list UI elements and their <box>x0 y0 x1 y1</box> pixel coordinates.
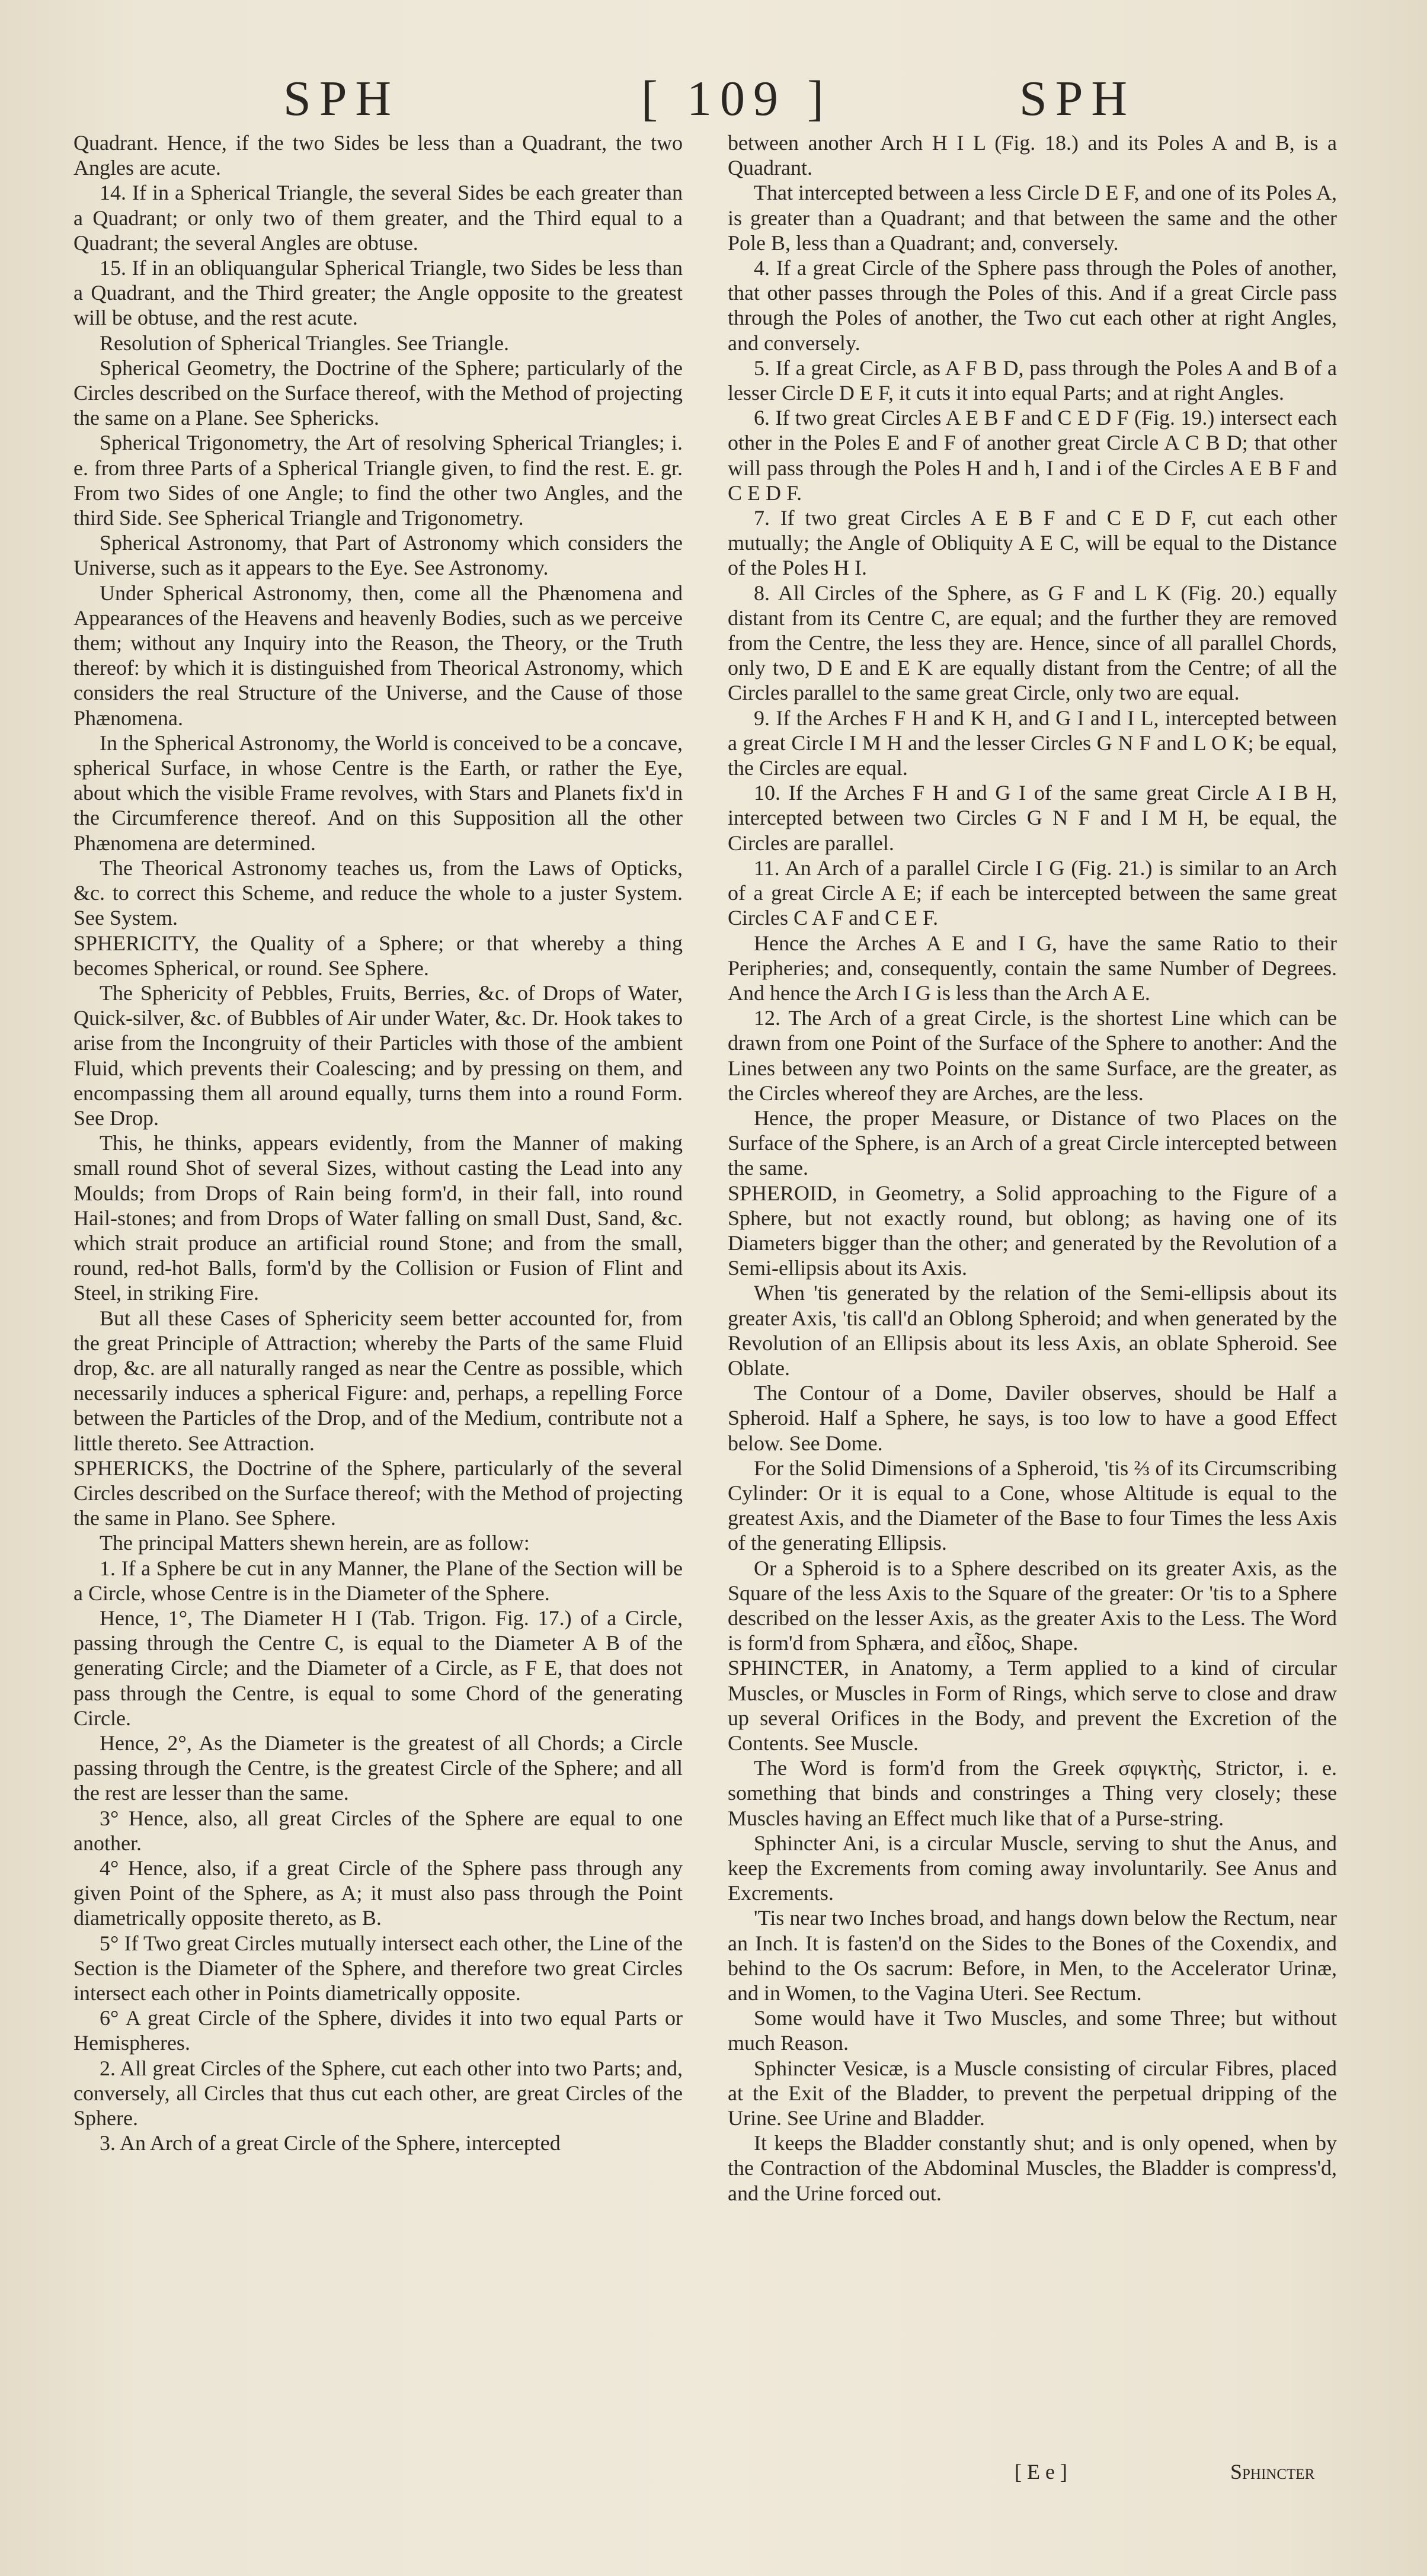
paragraph: 12. The Arch of a great Circle, is the shortest Line which can be drawn from one Point of the Surface of the Sphere to another: And the Lines between any two Points on the same Surface, are the greater, as the Circles whereof they are Arches, are the less. <box>728 1006 1337 1105</box>
paragraph: 5. If a great Circle, as A F B D, pass through the Poles A and B of a lesser Circle D E F, it cuts it into equal Parts; and at right Angles. <box>728 355 1337 405</box>
paragraph: 7. If two great Circles A E B F and C E D F, cut each other mutually; the Angle of Obliquity A E C, will be equal to the Distance of the Poles H I. <box>728 506 1337 580</box>
paragraph: Sphincter Vesicæ, is a Muscle consisting of circular Fibres, placed at the Exit of the Bladder, to prevent the perpetual dripping of the Urine. See Urine and Bladder. <box>728 2056 1337 2130</box>
paragraph: 14. If in a Spherical Triangle, the several Sides be each greater than a Quadrant; or only two of them greater, and the Third equal to a Quadrant; the several Angles are obtuse. <box>73 181 683 255</box>
paragraph: The Word is form'd from the Greek σφιγκτὴς, Strictor, i. e. something that binds and constringes a Thing very closely; these Muscles having an Effect much like that of a Purse-string. <box>728 1756 1337 1830</box>
paragraph: In the Spherical Astronomy, the World is conceived to be a concave, spherical Surface, in whose Centre is the Earth, or rather the Eye, about which the visible Frame revolves, with Stars and Planets fix'd in the Circumference thereof. And on this Supposition all the other Phænomena are determined. <box>73 730 683 855</box>
right-column <box>728 130 1337 2206</box>
paragraph: Spherical Geometry, the Doctrine of the Sphere; particularly of the Circles described on the Surface thereof, with the Method of projecting the same on a Plane. See Sphericks. <box>73 355 683 430</box>
paragraph: 9. If the Arches F H and K H, and G I and I L, intercepted between a great Circle I M H and the lesser Circles G N F and L O K; be equal, the Circles are equal. <box>728 706 1337 780</box>
entry-headword-paragraph: SPHERICITY, the Quality of a Sphere; or that whereby a thing becomes Spherical, or round. See Sphere. <box>73 931 683 980</box>
paragraph: 6. If two great Circles A E B F and C E D F (Fig. 19.) intersect each other in the Poles E and F of another great Circle A C B D; that other will pass through the Poles H and h, I and i of the Circles A E B F and C E D F. <box>728 406 1337 505</box>
paragraph: This, he thinks, appears evidently, from the Manner of making small round Shot of several Sizes, without casting the Lead into any Moulds; from Drops of Rain being form'd, in their fall, into round Hail-stones; and from Drops of Water falling on small Dust, Sand, &c. which strait produce an artificial round Stone; and from the small, round, red-hot Balls, form'd by the Collision or Fusion of Flint and Steel, in striking Fire. <box>73 1131 683 1305</box>
paragraph: 1. If a Sphere be cut in any Manner, the Plane of the Section will be a Circle, whose Centre is in the Diameter of the Sphere. <box>73 1556 683 1605</box>
paragraph: Some would have it Two Muscles, and some Three; but without much Reason. <box>728 2006 1337 2055</box>
signature-mark: [ E e ] <box>1015 2460 1067 2484</box>
header-left-heading: SPH <box>283 71 400 126</box>
entry-headword-paragraph: SPHINCTER, in Anatomy, a Term applied to a kind of circular Muscles, or Muscles in Form of Rings, which serve to close and draw up several Orifices in the Body, and prevent the Excretion of the Contents. See Muscle. <box>728 1656 1337 1755</box>
paragraph: Hence, the proper Measure, or Distance of two Places on the Surface of the Sphere, is an Arch of a great Circle intercepted between the same. <box>728 1106 1337 1180</box>
page-footer <box>0 2454 1427 2490</box>
page-number: [ 109 ] <box>641 71 832 126</box>
header-right-heading: SPH <box>1019 71 1136 126</box>
paragraph: The Contour of a Dome, Daviler observes, should be Half a Spheroid. Half a Sphere, he says, is too low to have a good Effect below. See Dome. <box>728 1381 1337 1455</box>
paragraph: Hence, 2°, As the Diameter is the greatest of all Chords; a Circle passing through the Centre, is the greatest Circle of the Sphere; and all the rest are lesser than the same. <box>73 1731 683 1805</box>
paragraph: 2. All great Circles of the Sphere, cut each other into two Parts; and, conversely, all Circles that thus cut each other, are great Circles of the Sphere. <box>73 2056 683 2130</box>
paragraph: Under Spherical Astronomy, then, come all the Phænomena and Appearances of the Heavens and heavenly Bodies, such as we perceive them; without any Inquiry into the Reason, the Theory, or the Truth thereof: by which it is distinguished from Theorical Astronomy, which considers the real Structure of the Universe, and the Cause of those Phænomena. <box>73 581 683 730</box>
paragraph: 4° Hence, also, if a great Circle of the Sphere pass through any given Point of the Sphere, as A; it must also pass through the Point diametrically opposite thereto, as B. <box>73 1856 683 1930</box>
paragraph: The Theorical Astronomy teaches us, from the Laws of Opticks, &c. to correct this Scheme, and reduce the whole to a juster System. See System. <box>73 856 683 930</box>
paragraph: 3° Hence, also, all great Circles of the Sphere are equal to one another. <box>73 1806 683 1855</box>
paragraph: 10. If the Arches F H and G I of the same great Circle A I B H, intercepted between two Circles G N F and I M H, be equal, the Circles are parallel. <box>728 781 1337 855</box>
paragraph: 15. If in an obliquangular Spherical Triangle, two Sides be less than a Quadrant, and the Third greater; the Angle opposite to the greatest will be obtuse, and the rest acute. <box>73 256 683 330</box>
paragraph: Hence, 1°, The Diameter H I (Tab. Trigon. Fig. 17.) of a Circle, passing through the Centre C, is equal to the Diameter A B of the generating Circle; and the Diameter of a Circle, as F E, that does not pass through the Centre, is equal to some Chord of the generating Circle. <box>73 1606 683 1730</box>
paragraph: Quadrant. Hence, if the two Sides be less than a Quadrant, the two Angles are acute. <box>73 131 683 180</box>
paragraph: When 'tis generated by the relation of the Semi-ellipsis about its greater Axis, 'tis call'd an Oblong Spheroid; and when generated by the Revolution of an Ellipsis about its less Axis, an oblate Spheroid. See Oblate. <box>728 1281 1337 1380</box>
paragraph: Spherical Trigonometry, the Art of resolving Spherical Triangles; i. e. from three Parts of a Spherical Triangle given, to find the rest. E. gr. From two Sides of one Angle; to find the other two Angles, and the third Side. See Spherical Triangle and Trigonometry. <box>73 431 683 530</box>
left-column <box>73 130 683 2155</box>
paragraph: The Sphericity of Pebbles, Fruits, Berries, &c. of Drops of Water, Quick-silver, &c. of Bubbles of Air under Water, &c. Dr. Hook takes to arise from the Incongruity of their Particles with those of the ambient Fluid, which prevents their Coalescing; and by pressing on them, and encompassing them all around equally, turns them into a round Form. See Drop. <box>73 981 683 1130</box>
paragraph: Resolution of Spherical Triangles. See Triangle. <box>100 331 509 355</box>
paragraph: 6° A great Circle of the Sphere, divides it into two equal Parts or Hemispheres. <box>73 2006 683 2055</box>
paragraph: Spherical Astronomy, that Part of Astronomy which considers the Universe, such as it appears to the Eye. See Astronomy. <box>73 531 683 580</box>
paragraph: 8. All Circles of the Sphere, as G F and L K (Fig. 20.) equally distant from its Centre C, are equal; and the further they are removed from the Centre, the less they are. Hence, since of all parallel Chords, only two, D E and E K are equally distant from the Centre; of all the Circles parallel to the same great Circle, only two are equal. <box>728 581 1337 705</box>
paragraph: But all these Cases of Sphericity seem better accounted for, from the great Principle of Attraction; whereby the Parts of the same Fluid drop, &c. are all naturally ranged as near the Centre as possible, which necessarily induces a spherical Figure: and, perhaps, a repelling Force between the Particles of the Drop, and of the Medium, contribute not a little thereto. See Attraction. <box>73 1306 683 1455</box>
entry-headword-paragraph: SPHERICKS, the Doctrine of the Sphere, particularly of the several Circles described on the Surface thereof; with the Method of projecting the same in Plano. See Sphere. <box>73 1456 683 1530</box>
paragraph: 'Tis near two Inches broad, and hangs down below the Rectum, near an Inch. It is fasten'd on the Sides to the Bones of the Coxendix, and behind to the Os sacrum: Before, in Men, to the Accelerator Urinæ, and in Women, to the Vagina Uteri. See Rectum. <box>728 1906 1337 2005</box>
paragraph: 3. An Arch of a great Circle of the Sphere, intercepted <box>100 2131 561 2155</box>
running-header <box>0 66 1427 132</box>
paragraph: It keeps the Bladder constantly shut; and is only opened, when by the Contraction of the Abdominal Muscles, the Bladder is compress'd, and the Urine forced out. <box>728 2131 1337 2205</box>
paragraph: Sphincter Ani, is a circular Muscle, serving to shut the Anus, and keep the Excrements from coming away involuntarily. See Anus and Excrements. <box>728 1831 1337 1905</box>
paragraph: Hence the Arches A E and I G, have the same Ratio to their Peripheries; and, consequently, contain the same Number of Degrees. And hence the Arch I G is less than the Arch A E. <box>728 931 1337 1005</box>
paragraph: 5° If Two great Circles mutually intersect each other, the Line of the Section is the Diameter of the Sphere, and therefore two great Circles intersect each other in Points diametrically opposite. <box>73 1931 683 2005</box>
paragraph: That intercepted between a less Circle D E F, and one of its Poles A, is greater than a Quadrant; and that between the same and the other Pole B, less than a Quadrant; and, conversely. <box>728 181 1337 255</box>
paragraph: The principal Matters shewn herein, are as follow: <box>100 1531 530 1555</box>
paragraph: between another Arch H I L (Fig. 18.) and its Poles A and B, is a Quadrant. <box>728 131 1337 180</box>
catchword: Sphincter <box>1230 2460 1315 2484</box>
paragraph: 4. If a great Circle of the Sphere pass through the Poles of another, that other passes through the Poles of this. And if a great Circle pass through the Poles of another, the Two cut each other at right Angles, and conversely. <box>728 256 1337 355</box>
paragraph: Or a Spheroid is to a Sphere described on its greater Axis, as the Square of the less Axis to the Square of the greater: Or 'tis to a Sphere described on the lesser Axis, as the greater Axis to the Less. The Word is form'd from Sphæra, and εἶδος, Shape. <box>728 1556 1337 1655</box>
paragraph: For the Solid Dimensions of a Spheroid, 'tis ⅔ of its Circumscribing Cylinder: Or it is equal to a Cone, whose Altitude is equal to the greatest Axis, and the Diameter of the Base to four Times the less Axis of the generating Ellipsis. <box>728 1456 1337 1555</box>
entry-headword-paragraph: SPHEROID, in Geometry, a Solid approaching to the Figure of a Sphere, but not exactly round, but oblong; as having one of its Diameters bigger than the other; and generated by the Revolution of a Semi-ellipsis about its Axis. <box>728 1181 1337 1280</box>
paragraph: 11. An Arch of a parallel Circle I G (Fig. 21.) is similar to an Arch of a great Circle A E; if each be intercepted between the same great Circles C A F and C E F. <box>728 856 1337 930</box>
